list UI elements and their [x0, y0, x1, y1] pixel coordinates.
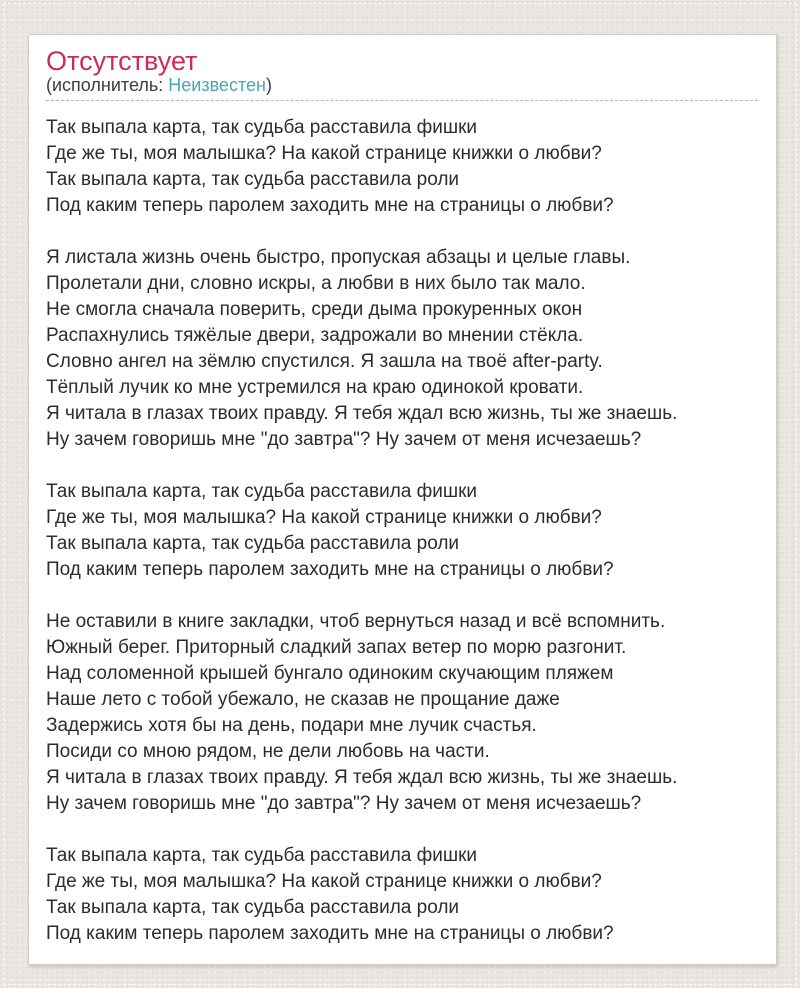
lyrics-line: Над соломенной крышей бунгало одиноким скучающим пляжем	[46, 663, 614, 684]
lyrics-line: Южный берег. Приторный сладкий запах ветер по морю разгонит.	[46, 637, 627, 658]
lyrics-line: Словно ангел на зёмлю спустился. Я зашла на твоё after-party.	[46, 351, 603, 372]
lyrics-line: Ну зачем говоришь мне "до завтра"? Ну зачем от меня исчезаешь?	[46, 793, 642, 814]
lyrics-line: Под каким теперь паролем заходить мне на страницы о любви?	[46, 923, 614, 944]
artist-line-suffix: )	[265, 75, 272, 95]
lyrics-line: Где же ты, моя малышка? На какой странице книжки о любви?	[46, 507, 602, 528]
lyrics-line: Ну зачем говоришь мне "до завтра"? Ну зачем от меня исчезаешь?	[46, 429, 642, 450]
lyrics-line: Так выпала карта, так судьба расставила фишки	[46, 117, 478, 138]
lyrics-line: Так выпала карта, так судьба расставила фишки	[46, 481, 478, 502]
lyrics-stanza	[46, 245, 758, 453]
lyrics	[46, 115, 758, 947]
lyrics-line: Так выпала карта, так судьба расставила роли	[46, 533, 460, 554]
lyrics-line: Под каким теперь паролем заходить мне на страницы о любви?	[46, 195, 614, 216]
page-title: Отсутствует	[46, 46, 198, 76]
lyrics-line: Где же ты, моя малышка? На какой странице книжки о любви?	[46, 143, 602, 164]
lyrics-line: Под каким теперь паролем заходить мне на страницы о любви?	[46, 559, 614, 580]
lyrics-line: Посиди со мною рядом, не дели любовь на части.	[46, 741, 490, 762]
artist-link[interactable]: Неизвестен	[168, 75, 266, 95]
lyrics-line: Задержись хотя бы на день, подари мне лучик счастья.	[46, 715, 537, 736]
lyrics-stanza	[46, 843, 758, 947]
artist-label: (исполнитель:	[46, 75, 169, 95]
lyrics-line: Наше лето с тобой убежало, не сказав не прощание даже	[46, 689, 560, 710]
lyrics-line: Где же ты, моя малышка? На какой странице книжки о любви?	[46, 871, 602, 892]
artist-line	[46, 75, 758, 101]
lyrics-line: Так выпала карта, так судьба расставила роли	[46, 169, 460, 190]
lyrics-line: Я читала в глазах твоих правду. Я тебя ждал всю жизнь, ты же знаешь.	[46, 767, 678, 788]
lyrics-line: Так выпала карта, так судьба расставила роли	[46, 897, 460, 918]
lyrics-line: Пролетали дни, словно искры, а любви в них было так мало.	[46, 273, 586, 294]
lyrics-stanza	[46, 115, 758, 219]
lyrics-line: Я читала в глазах твоих правду. Я тебя ждал всю жизнь, ты же знаешь.	[46, 403, 678, 424]
lyrics-stanza	[46, 609, 758, 817]
lyrics-card	[28, 34, 777, 965]
lyrics-stanza	[46, 479, 758, 583]
lyrics-line: Распахнулись тяжёлые двери, задрожали во мнении стёкла.	[46, 325, 584, 346]
lyrics-line: Тёплый лучик ко мне устремился на краю одинокой кровати.	[46, 377, 584, 398]
lyrics-line: Не смогла сначала поверить, среди дыма прокуренных окон	[46, 299, 583, 320]
lyrics-line: Так выпала карта, так судьба расставила фишки	[46, 845, 478, 866]
lyrics-line: Не оставили в книге закладки, чтоб вернуться назад и всё вспомнить.	[46, 611, 666, 632]
lyrics-line: Я листала жизнь очень быстро, пропуская абзацы и целые главы.	[46, 247, 631, 268]
